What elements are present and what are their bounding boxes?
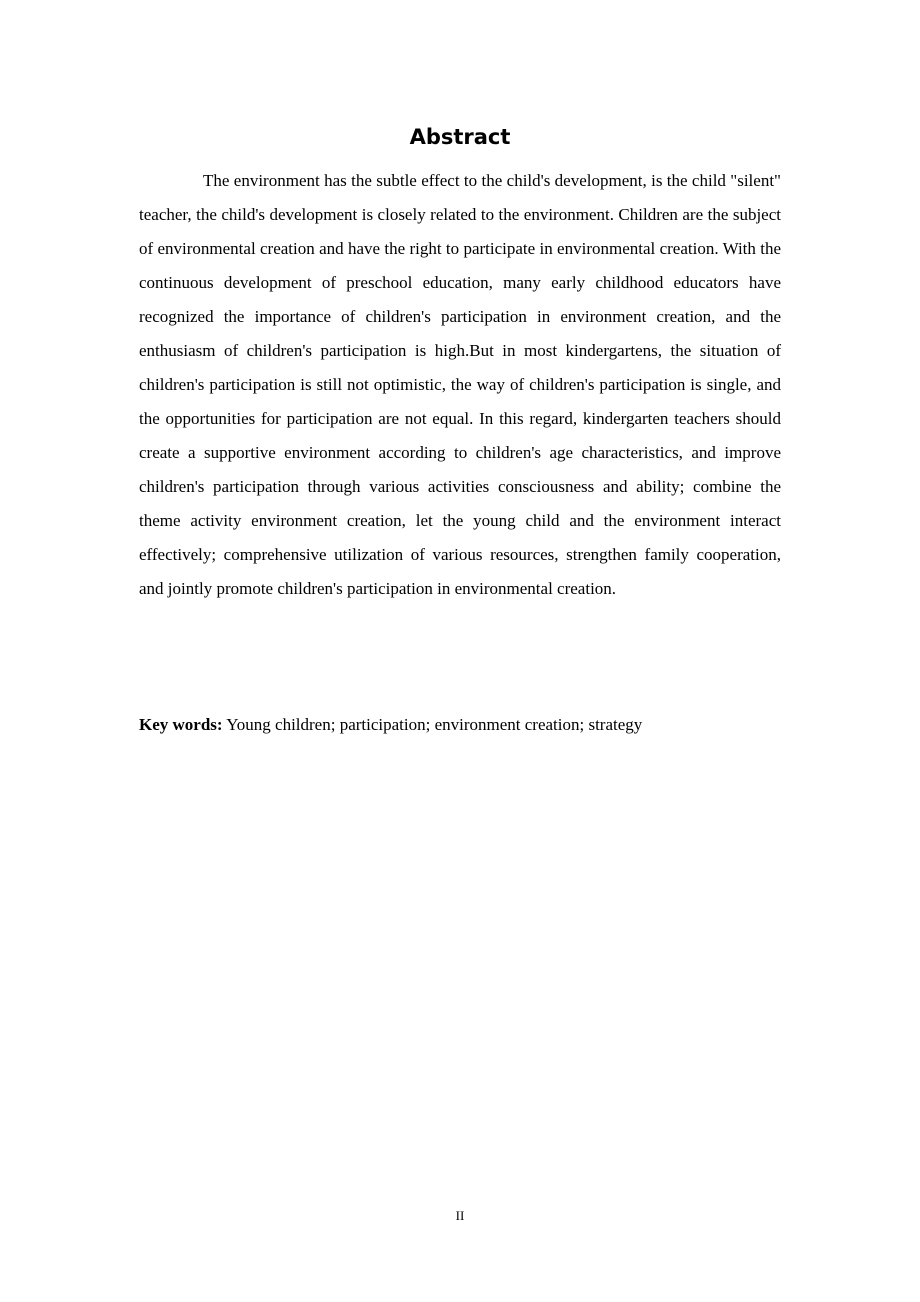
keywords-label: Key words:	[139, 715, 223, 734]
abstract-title: Abstract	[409, 125, 511, 149]
page-number: II	[455, 1208, 465, 1223]
keywords-text: Young children; participation; environment creation; strategy	[222, 715, 643, 734]
keywords-line	[139, 708, 781, 742]
abstract-body: The environment has the subtle effect to the child's development, is the child "silent" teacher, the child's development is closely related to the environment. Children are the subject of environmental creation and have the right to participate in environmental creation. With the continuous development of preschool education, many early childhood educators have recognized the importance of children's participation in environment creation, and the enthusiasm of children's participation is high.But in most kindergartens, the situation of children's participation is still not optimistic, the way of children's participation is single, and the opportunities for participation are not equal. In this regard, kindergarten teachers should create a supportive environment according to children's age characteristics, and improve children's participation through various activities consciousness and ability; combine the theme activity environment creation, let the young child and the environment interact effectively; comprehensive utilization of various resources, strengthen family cooperation, and jointly promote children's participation in environmental creation.	[139, 171, 781, 598]
